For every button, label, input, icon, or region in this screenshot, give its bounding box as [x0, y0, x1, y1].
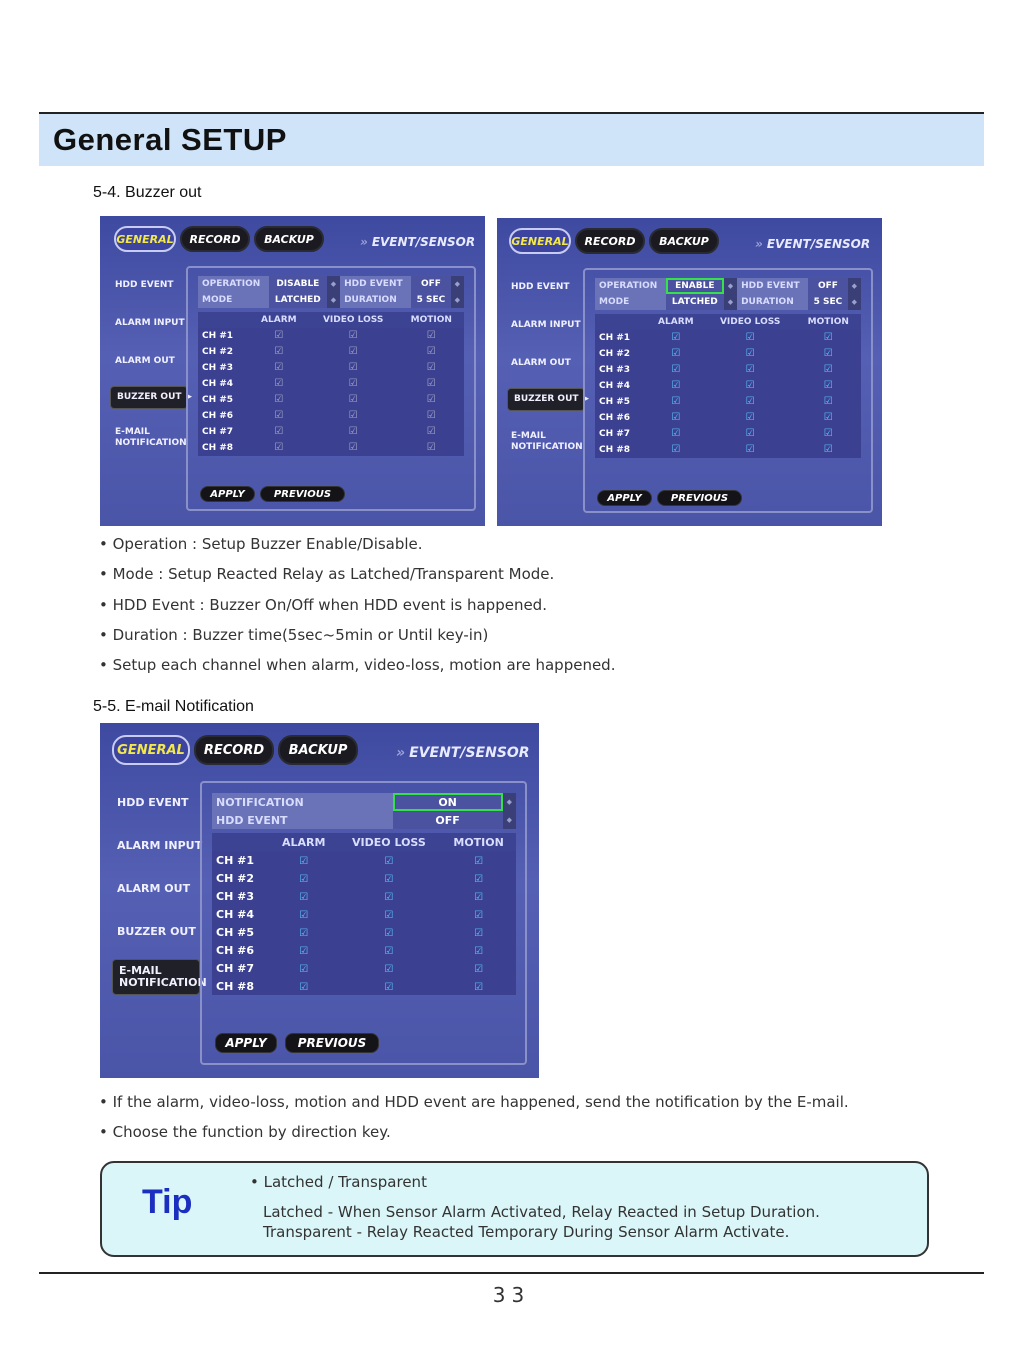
channel-row — [212, 923, 516, 941]
checkbox-icon: ☑ — [474, 963, 484, 975]
operation-label: OPERATION — [595, 278, 666, 294]
checkbox-icon: ☑ — [426, 426, 436, 437]
checkbox-icon: ☑ — [299, 945, 309, 957]
channel-checkbox — [271, 851, 337, 869]
checkbox-icon: ☑ — [348, 362, 358, 373]
channel-checkbox — [337, 941, 442, 959]
checkbox-icon: ☑ — [384, 855, 394, 867]
dvr-screenshot-buzzer-enabled — [497, 218, 882, 526]
checkbox-icon: ☑ — [426, 330, 436, 341]
channel-checkbox — [337, 977, 442, 995]
checkbox-icon: ☑ — [384, 927, 394, 939]
checkbox-icon: ☑ — [348, 330, 358, 341]
channel-checkbox — [796, 426, 861, 442]
tab-bar — [509, 228, 719, 254]
channel-checkbox — [441, 977, 516, 995]
channel-label: CH #3 — [595, 362, 647, 378]
channel-checkbox — [441, 905, 516, 923]
channel-checkbox — [399, 344, 464, 360]
channel-checkbox — [705, 410, 796, 426]
bullet-duration: • Duration : Buzzer time(5sec~5min or Until key-in) — [99, 625, 489, 644]
bullet-hdd-event: • HDD Event : Buzzer On/Off when HDD event is happened. — [99, 595, 547, 614]
channel-row — [198, 360, 464, 376]
apply-button: APPLY — [200, 486, 255, 502]
channel-label: CH #6 — [595, 410, 647, 426]
checkbox-icon: ☑ — [745, 348, 755, 359]
checkbox-icon: ☑ — [823, 444, 833, 455]
spinner-icon: ◆ — [503, 793, 516, 811]
channel-row — [198, 424, 464, 440]
checkbox-icon: ☑ — [299, 855, 309, 867]
checkbox-icon: ☑ — [823, 332, 833, 343]
previous-button: PREVIOUS — [260, 486, 345, 502]
spinner-icon: ◆ — [327, 276, 340, 292]
channel-checkbox — [647, 394, 705, 410]
channel-checkbox — [399, 440, 464, 456]
channel-row — [212, 941, 516, 959]
mode-label: MODE — [595, 294, 666, 310]
menu-buzzer-out: BUZZER OUT ▸ — [110, 386, 188, 409]
channel-checkbox — [308, 408, 399, 424]
channel-checkbox — [796, 410, 861, 426]
bullet-email-send: • If the alarm, video-loss, motion and HDD event are happened, send the notification by the E-mail. — [99, 1093, 849, 1111]
channel-row — [595, 426, 861, 442]
channel-table — [212, 833, 516, 995]
channel-row — [595, 346, 861, 362]
checkbox-icon: ☑ — [823, 348, 833, 359]
channel-checkbox — [705, 330, 796, 346]
channel-checkbox — [796, 378, 861, 394]
checkbox-icon: ☑ — [671, 348, 681, 359]
tab-backup: BACKUP — [278, 735, 358, 765]
checkbox-icon: ☑ — [274, 442, 284, 453]
config-table — [198, 276, 464, 308]
checkbox-icon: ☑ — [348, 378, 358, 389]
channel-checkbox — [337, 959, 442, 977]
tab-general: GENERAL — [509, 228, 571, 254]
channel-checkbox — [337, 869, 442, 887]
channel-checkbox — [250, 424, 308, 440]
page-title: General SETUP — [53, 122, 287, 157]
breadcrumb: » EVENT/SENSOR — [755, 237, 871, 251]
email-bullet-list — [99, 1092, 849, 1153]
checkbox-icon: ☑ — [474, 909, 484, 921]
channel-label: CH #6 — [212, 941, 271, 959]
channel-checkbox — [647, 442, 705, 458]
channel-checkbox — [250, 392, 308, 408]
channel-label: CH #6 — [198, 408, 250, 424]
channel-checkbox — [399, 360, 464, 376]
channel-checkbox — [271, 977, 337, 995]
channel-row — [212, 905, 516, 923]
channel-checkbox — [250, 440, 308, 456]
checkbox-icon: ☑ — [671, 364, 681, 375]
spinner-icon: ◆ — [724, 278, 737, 294]
channel-row — [595, 330, 861, 346]
dvr-screenshot-email-notification — [100, 723, 539, 1078]
config-table — [212, 793, 516, 829]
channel-checkbox — [337, 923, 442, 941]
channel-checkbox — [337, 887, 442, 905]
menu-email-notification: E-MAIL NOTIFICATION — [112, 959, 200, 995]
channel-checkbox — [441, 941, 516, 959]
checkbox-icon: ☑ — [299, 891, 309, 903]
checkbox-icon: ☑ — [299, 873, 309, 885]
checkbox-icon: ☑ — [299, 927, 309, 939]
channel-checkbox — [399, 376, 464, 392]
channel-checkbox — [250, 344, 308, 360]
channel-checkbox — [705, 442, 796, 458]
channel-checkbox — [705, 346, 796, 362]
dvr-screenshot-buzzer-disabled — [100, 216, 485, 526]
buzzer-bullet-list — [99, 534, 615, 685]
operation-value: ENABLE — [666, 278, 724, 294]
column-header: MOTION — [441, 833, 516, 851]
checkbox-icon: ☑ — [426, 410, 436, 421]
menu-email-notification: E-MAIL NOTIFICATION — [115, 427, 187, 448]
checkbox-icon: ☑ — [348, 442, 358, 453]
title-band — [39, 114, 984, 166]
previous-button: PREVIOUS — [285, 1033, 379, 1053]
checkbox-icon: ☑ — [671, 444, 681, 455]
channel-checkbox — [441, 851, 516, 869]
checkbox-icon: ☑ — [745, 364, 755, 375]
channel-row — [595, 410, 861, 426]
checkbox-icon: ☑ — [274, 394, 284, 405]
channel-row — [212, 851, 516, 869]
checkbox-icon: ☑ — [348, 394, 358, 405]
menu-alarm-out: ALARM OUT — [117, 882, 191, 895]
tip-transparent: Transparent - Relay Reacted Temporary During Sensor Alarm Activate. — [263, 1223, 790, 1241]
checkbox-icon: ☑ — [299, 981, 309, 993]
channel-checkbox — [647, 410, 705, 426]
channel-checkbox — [399, 328, 464, 344]
tab-general: GENERAL — [112, 735, 190, 765]
menu-alarm-input: ALARM INPUT — [511, 320, 581, 330]
checkbox-icon: ☑ — [384, 909, 394, 921]
channel-label: CH #1 — [212, 851, 271, 869]
checkbox-icon: ☑ — [274, 330, 284, 341]
spinner-icon: ◆ — [848, 294, 861, 310]
operation-value: DISABLE — [269, 276, 327, 292]
spinner-icon: ◆ — [451, 276, 464, 292]
apply-button: APPLY — [597, 490, 652, 506]
channel-checkbox — [271, 869, 337, 887]
column-header: ALARM — [647, 314, 705, 330]
checkbox-icon: ☑ — [426, 362, 436, 373]
column-header: MOTION — [399, 312, 464, 328]
section-heading-email: 5-5. E-mail Notification — [93, 698, 254, 715]
channel-checkbox — [441, 887, 516, 905]
checkbox-icon: ☑ — [745, 444, 755, 455]
checkbox-icon: ☑ — [384, 873, 394, 885]
checkbox-icon: ☑ — [384, 981, 394, 993]
checkbox-icon: ☑ — [426, 394, 436, 405]
mode-value: LATCHED — [666, 294, 724, 310]
header-blank — [198, 312, 250, 328]
channel-checkbox — [308, 344, 399, 360]
channel-label: CH #5 — [595, 394, 647, 410]
menu-alarm-out: ALARM OUT — [511, 358, 571, 368]
checkbox-icon: ☑ — [745, 396, 755, 407]
checkbox-icon: ☑ — [745, 428, 755, 439]
tab-record: RECORD — [180, 226, 250, 252]
breadcrumb: » EVENT/SENSOR — [360, 235, 476, 249]
checkbox-icon: ☑ — [474, 891, 484, 903]
mode-value: LATCHED — [269, 292, 327, 308]
channel-row — [595, 442, 861, 458]
channel-checkbox — [337, 851, 442, 869]
checkbox-icon: ☑ — [274, 426, 284, 437]
channel-label: CH #2 — [595, 346, 647, 362]
channel-checkbox — [399, 392, 464, 408]
channel-row — [212, 869, 516, 887]
channel-row — [198, 392, 464, 408]
config-table — [595, 278, 861, 310]
checkbox-icon: ☑ — [671, 380, 681, 391]
tab-bar — [114, 226, 324, 252]
channel-row — [595, 378, 861, 394]
column-header: VIDEO LOSS — [308, 312, 399, 328]
column-header: ALARM — [271, 833, 337, 851]
channel-label: CH #3 — [212, 887, 271, 905]
tab-backup: BACKUP — [649, 228, 719, 254]
column-header: ALARM — [250, 312, 308, 328]
checkbox-icon: ☑ — [474, 945, 484, 957]
channel-checkbox — [705, 426, 796, 442]
menu-buzzer-out: BUZZER OUT ▸ — [507, 388, 585, 411]
channel-label: CH #2 — [212, 869, 271, 887]
channel-checkbox — [308, 360, 399, 376]
hdd-event-label: HDD EVENT — [340, 276, 411, 292]
channel-checkbox — [308, 376, 399, 392]
duration-label: DURATION — [340, 292, 411, 308]
channel-checkbox — [271, 905, 337, 923]
checkbox-icon: ☑ — [671, 396, 681, 407]
hdd-event-label: HDD EVENT — [737, 278, 808, 294]
notification-label: NOTIFICATION — [212, 793, 393, 811]
channel-checkbox — [647, 346, 705, 362]
mode-label: MODE — [198, 292, 269, 308]
spinner-icon: ◆ — [451, 292, 464, 308]
channel-checkbox — [271, 923, 337, 941]
channel-checkbox — [271, 887, 337, 905]
column-header: VIDEO LOSS — [705, 314, 796, 330]
spinner-icon: ◆ — [724, 294, 737, 310]
menu-buzzer-out: BUZZER OUT — [117, 925, 196, 938]
channel-checkbox — [308, 328, 399, 344]
bottom-rule — [39, 1272, 984, 1274]
channel-row — [212, 887, 516, 905]
menu-alarm-input: ALARM INPUT — [115, 318, 185, 328]
channel-checkbox — [250, 376, 308, 392]
checkbox-icon: ☑ — [671, 428, 681, 439]
checkbox-icon: ☑ — [474, 927, 484, 939]
spinner-icon: ◆ — [503, 811, 516, 829]
channel-checkbox — [250, 328, 308, 344]
bullet-operation: • Operation : Setup Buzzer Enable/Disable. — [99, 535, 423, 553]
checkbox-icon: ☑ — [823, 380, 833, 391]
menu-hdd-event: HDD EVENT — [117, 796, 189, 809]
channel-label: CH #4 — [198, 376, 250, 392]
operation-label: OPERATION — [198, 276, 269, 292]
header-blank — [212, 833, 271, 851]
checkbox-icon: ☑ — [823, 412, 833, 423]
checkbox-icon: ☑ — [384, 945, 394, 957]
checkbox-icon: ☑ — [426, 442, 436, 453]
channel-row — [212, 977, 516, 995]
channel-checkbox — [399, 424, 464, 440]
column-header: VIDEO LOSS — [337, 833, 442, 851]
channel-label: CH #2 — [198, 344, 250, 360]
checkbox-icon: ☑ — [274, 378, 284, 389]
channel-label: CH #5 — [212, 923, 271, 941]
section-heading-buzzer: 5-4. Buzzer out — [93, 184, 202, 201]
channel-row — [198, 328, 464, 344]
channel-row — [595, 394, 861, 410]
menu-email-notification: E-MAIL NOTIFICATION — [511, 431, 583, 452]
channel-checkbox — [441, 959, 516, 977]
channel-checkbox — [647, 426, 705, 442]
channel-checkbox — [705, 394, 796, 410]
channel-row — [212, 959, 516, 977]
channel-table — [595, 314, 861, 458]
channel-checkbox — [705, 378, 796, 394]
channel-row — [198, 408, 464, 424]
channel-label: CH #8 — [212, 977, 271, 995]
checkbox-icon: ☑ — [348, 346, 358, 357]
tab-record: RECORD — [194, 735, 274, 765]
channel-checkbox — [337, 905, 442, 923]
duration-value: 5 SEC — [411, 292, 450, 308]
channel-row — [198, 376, 464, 392]
checkbox-icon: ☑ — [823, 428, 833, 439]
channel-table — [198, 312, 464, 456]
bullet-channels: • Setup each channel when alarm, video-loss, motion are happened. — [99, 656, 616, 675]
channel-label: CH #1 — [198, 328, 250, 344]
channel-label: CH #8 — [198, 440, 250, 456]
checkbox-icon: ☑ — [745, 412, 755, 423]
channel-checkbox — [250, 360, 308, 376]
channel-checkbox — [399, 408, 464, 424]
channel-checkbox — [308, 424, 399, 440]
checkbox-icon: ☑ — [671, 412, 681, 423]
checkbox-icon: ☑ — [274, 346, 284, 357]
checkbox-icon: ☑ — [299, 909, 309, 921]
channel-checkbox — [441, 869, 516, 887]
channel-checkbox — [705, 362, 796, 378]
channel-label: CH #7 — [595, 426, 647, 442]
notification-value: ON — [393, 793, 503, 811]
channel-checkbox — [647, 378, 705, 394]
channel-checkbox — [271, 941, 337, 959]
channel-row — [595, 362, 861, 378]
channel-checkbox — [271, 959, 337, 977]
menu-alarm-out: ALARM OUT — [115, 356, 175, 366]
checkbox-icon: ☑ — [274, 410, 284, 421]
checkbox-icon: ☑ — [384, 891, 394, 903]
menu-alarm-input: ALARM INPUT — [117, 839, 203, 852]
tip-latched: Latched - When Sensor Alarm Activated, Relay Reacted in Setup Duration. — [263, 1203, 820, 1221]
channel-label: CH #3 — [198, 360, 250, 376]
checkbox-icon: ☑ — [299, 963, 309, 975]
channel-checkbox — [796, 442, 861, 458]
checkbox-icon: ☑ — [474, 981, 484, 993]
channel-label: CH #7 — [198, 424, 250, 440]
checkbox-icon: ☑ — [348, 426, 358, 437]
checkbox-icon: ☑ — [474, 873, 484, 885]
checkbox-icon: ☑ — [384, 963, 394, 975]
spinner-icon: ◆ — [848, 278, 861, 294]
channel-checkbox — [441, 923, 516, 941]
page-number: 33 — [492, 1283, 531, 1307]
menu-hdd-event: HDD EVENT — [511, 282, 570, 292]
channel-label: CH #1 — [595, 330, 647, 346]
checkbox-icon: ☑ — [745, 332, 755, 343]
hdd-event-value: OFF — [393, 811, 503, 829]
channel-checkbox — [308, 440, 399, 456]
spinner-icon: ◆ — [327, 292, 340, 308]
channel-row — [198, 440, 464, 456]
channel-checkbox — [647, 330, 705, 346]
channel-label: CH #4 — [595, 378, 647, 394]
duration-label: DURATION — [737, 294, 808, 310]
checkbox-icon: ☑ — [823, 364, 833, 375]
duration-value: 5 SEC — [808, 294, 847, 310]
channel-label: CH #7 — [212, 959, 271, 977]
tab-general: GENERAL — [114, 226, 176, 252]
menu-hdd-event: HDD EVENT — [115, 280, 174, 290]
checkbox-icon: ☑ — [426, 346, 436, 357]
hdd-event-label: HDD EVENT — [212, 811, 393, 829]
tab-backup: BACKUP — [254, 226, 324, 252]
breadcrumb: » EVENT/SENSOR — [396, 745, 530, 761]
checkbox-icon: ☑ — [274, 362, 284, 373]
channel-row — [198, 344, 464, 360]
channel-checkbox — [796, 394, 861, 410]
tip-title: • Latched / Transparent — [250, 1173, 427, 1191]
previous-button: PREVIOUS — [657, 490, 742, 506]
channel-label: CH #4 — [212, 905, 271, 923]
bullet-direction-key: • Choose the function by direction key. — [99, 1123, 391, 1142]
bullet-mode: • Mode : Setup Reacted Relay as Latched/Transparent Mode. — [99, 565, 555, 584]
channel-checkbox — [308, 392, 399, 408]
checkbox-icon: ☑ — [426, 378, 436, 389]
hdd-event-value: OFF — [808, 278, 847, 294]
checkbox-icon: ☑ — [671, 332, 681, 343]
tab-bar — [112, 735, 358, 765]
channel-checkbox — [647, 362, 705, 378]
channel-label: CH #5 — [198, 392, 250, 408]
channel-checkbox — [796, 362, 861, 378]
header-blank — [595, 314, 647, 330]
apply-button: APPLY — [215, 1033, 277, 1053]
tab-record: RECORD — [575, 228, 645, 254]
checkbox-icon: ☑ — [348, 410, 358, 421]
channel-checkbox — [796, 330, 861, 346]
checkbox-icon: ☑ — [823, 396, 833, 407]
channel-checkbox — [796, 346, 861, 362]
tip-label: Tip — [142, 1183, 193, 1221]
column-header: MOTION — [796, 314, 861, 330]
checkbox-icon: ☑ — [474, 855, 484, 867]
tip-box — [100, 1161, 929, 1257]
channel-checkbox — [250, 408, 308, 424]
checkbox-icon: ☑ — [745, 380, 755, 391]
hdd-event-value: OFF — [411, 276, 450, 292]
channel-label: CH #8 — [595, 442, 647, 458]
